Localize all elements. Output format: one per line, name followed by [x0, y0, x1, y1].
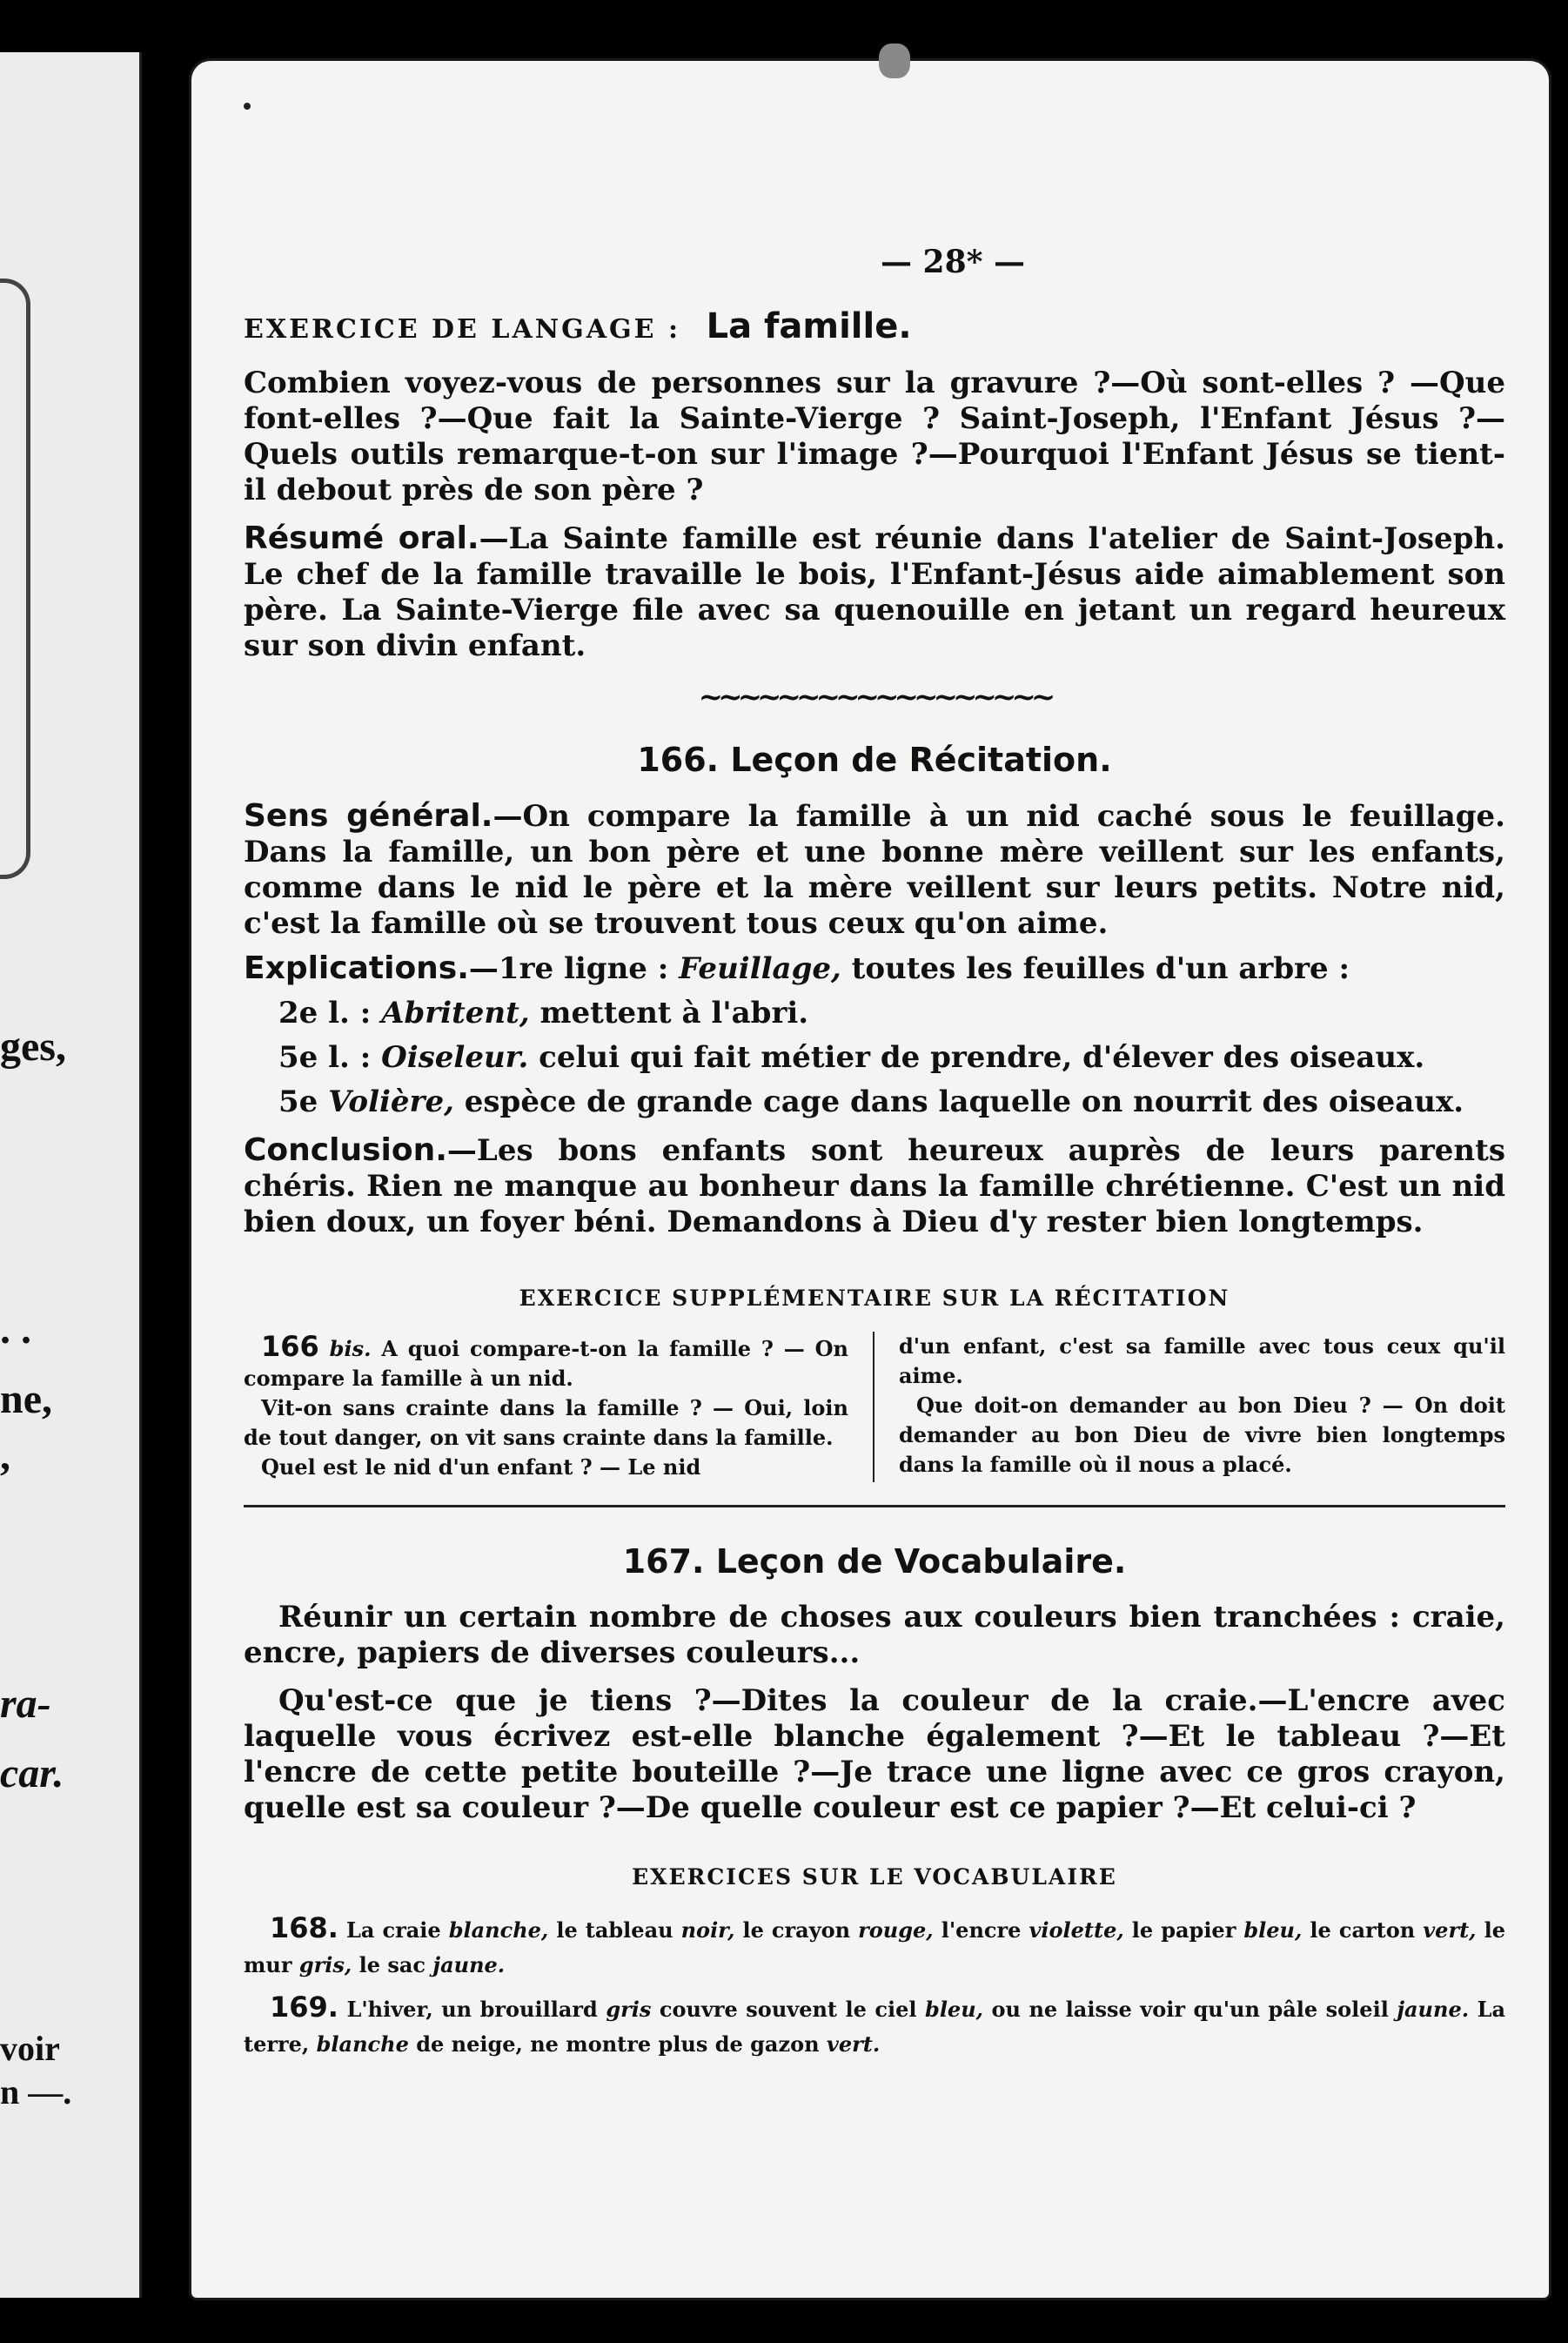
- page-number: — 28* —: [881, 244, 1025, 280]
- expl-text: espèce de grande cage dans laquelle on nourrit des oiseaux.: [453, 1084, 1464, 1119]
- left-fragment: ,: [0, 1433, 10, 1479]
- conclusion: [244, 1132, 1505, 1240]
- supplement-heading: EXERCICE SUPPLÉMENTAIRE SUR LA RÉCITATION: [519, 1286, 1230, 1311]
- vocab-intro: Réunir un certain nombre de choses aux couleurs bien tranchées : craie, encre, papiers de diverses couleurs...: [244, 1600, 1505, 1670]
- sens-text: —On compare la famille à un nid caché sous le feuillage. Dans la famille, un bon père et une bonne mère veillent sur les enfants, comme dans le nid le père et la mère veillent sur leurs petits. Notre nid, c'est la famille où se trouvent tous ceux qu'on aime.: [244, 799, 1506, 941]
- left-fragment: ges,: [0, 1024, 66, 1070]
- ornament-divider: ~~~~~~~~~~~~~~~~~~: [698, 680, 1051, 715]
- supplement-q2: Vit-on sans crainte dans la famille ? — Oui, loin de tout danger, on vit sans crainte dans la famille.: [244, 1395, 848, 1450]
- expl-text: mettent à l'abri.: [529, 996, 809, 1031]
- section-rule: [244, 1505, 1505, 1507]
- exercise-heading: [244, 306, 1505, 346]
- color-word: gris: [606, 1997, 652, 2022]
- sentence-text: le mur: [244, 1917, 1505, 1977]
- supplement-number: 166: [261, 1330, 319, 1363]
- exercise-title: La famille.: [706, 306, 912, 346]
- sentence-text: l'encre: [933, 1917, 1029, 1943]
- supplement-q3: Quel est le nid d'un enfant ? — Le nid: [261, 1454, 701, 1480]
- color-word: rouge,: [858, 1917, 934, 1943]
- supplement-bis: bis.: [318, 1336, 372, 1361]
- expl-text: celui qui fait métier de prendre, d'élever des oiseaux.: [528, 1040, 1425, 1075]
- expl-term: Abritent,: [381, 996, 530, 1031]
- supplement-right-column: [874, 1332, 1505, 1482]
- expl-term: Oiseleur.: [381, 1040, 529, 1075]
- lesson-167-title: 167. Leçon de Vocabulaire.: [622, 1542, 1127, 1581]
- color-word: noir,: [680, 1917, 735, 1943]
- left-fragment: ra-: [0, 1681, 51, 1727]
- vocab-exercises-heading: EXERCICES SUR LE VOCABULAIRE: [632, 1864, 1117, 1890]
- vocab-questions: Qu'est-ce que je tiens ?—Dites la couleur de la craie.—L'encre avec laquelle vous écrivez est-elle blanche également ?—Et le tableau ?—Et l'encre de cette petite bouteille ?—Je trace une ligne avec ce gros crayon, quelle est sa couleur ?—De quelle couleur est ce papier ?—Et celui-ci ?: [244, 1683, 1505, 1825]
- expl-prefix: 2e l. :: [278, 996, 382, 1031]
- sens-general: [244, 798, 1505, 942]
- exercise-169: [244, 1990, 1505, 2062]
- exercise-168: [244, 1910, 1505, 1983]
- color-word: blanche: [316, 2031, 409, 2057]
- color-word: jaune.: [1397, 1997, 1470, 2022]
- conclusion-text: —Les bons enfants sont heureux auprès de leurs parents chéris. Rien ne manque au bonheur dans la famille chrétienne. C'est un nid bien doux, un foyer béni. Demandons à Dieu d'y rester bien longtemps.: [244, 1133, 1505, 1239]
- conclusion-label: Conclusion.: [244, 1132, 447, 1168]
- left-page-edge: [0, 52, 142, 2298]
- exercise-168-number: 168.: [270, 1911, 338, 1944]
- exercise-169-number: 169.: [270, 1991, 338, 2024]
- supplement-columns: [244, 1332, 1505, 1482]
- resume-oral: [244, 520, 1505, 664]
- sentence-text: couvre souvent le ciel: [651, 1997, 926, 2022]
- color-word: vert.: [826, 2031, 881, 2057]
- sentence-text: de neige, ne montre plus de gazon: [408, 2031, 827, 2057]
- supplement-q4: Que doit-on demander au bon Dieu ? — On doit demander au bon Dieu de vivre bien longtemps dans la famille où il nous a placé.: [899, 1393, 1505, 1477]
- color-word: gris,: [298, 1952, 352, 1977]
- sentence-text: ou ne laisse voir qu'un pâle soleil: [983, 1997, 1397, 2022]
- color-word: blanche,: [448, 1917, 549, 1943]
- sens-label: Sens général.: [244, 798, 493, 834]
- ink-dot: [244, 103, 251, 110]
- expl-prefix: 5e: [278, 1084, 329, 1119]
- sentence-text: le papier: [1123, 1917, 1244, 1943]
- explication-3: [244, 1040, 1505, 1076]
- sentence-text: La craie: [338, 1917, 449, 1943]
- expl-term: Volière,: [328, 1084, 454, 1119]
- resume-text: —La Sainte famille est réunie dans l'atelier de Saint-Joseph. Le chef de la famille travaille le bois, l'Enfant-Jésus aide aimablement son père. La Sainte-Vierge file avec sa quenouille en jetant un regard heureux sur son divin enfant.: [244, 521, 1505, 663]
- sentence-text: le crayon: [734, 1917, 859, 1943]
- expl-prefix: —1re ligne :: [468, 951, 680, 986]
- book-page: [191, 61, 1549, 2298]
- explication-1: [244, 950, 1505, 987]
- exercise-label: EXERCICE DE LANGAGE :: [244, 314, 681, 345]
- lesson-166-title: 166. Leçon de Récitation.: [637, 741, 1112, 779]
- color-word: violette,: [1029, 1917, 1124, 1943]
- explication-2: [244, 996, 1505, 1031]
- resume-label: Résumé oral.: [244, 520, 479, 556]
- ink-blot: [879, 44, 910, 78]
- left-fragment: voir: [0, 2029, 60, 2068]
- left-page-illustration-frame: [0, 279, 30, 879]
- page-content: [244, 244, 1505, 2062]
- exercise-168-text: [244, 1917, 1505, 1977]
- expl-term: Feuillage,: [679, 951, 841, 986]
- left-fragment: n —.: [0, 2072, 72, 2111]
- sentence-text: La terre,: [244, 1997, 1506, 2057]
- color-word: bleu,: [925, 1997, 984, 2022]
- expl-text: toutes les feuilles d'un arbre :: [841, 951, 1350, 986]
- expl-prefix: 5e l. :: [278, 1040, 382, 1075]
- exercise-169-text: [244, 1997, 1505, 2057]
- supplement-text: A quoi compare-t-on la famille ? — On compare la famille à un nid.: [244, 1336, 849, 1391]
- color-word: vert,: [1423, 1917, 1477, 1943]
- sentence-text: L'hiver, un brouillard: [338, 1997, 606, 2022]
- sentence-text: le tableau: [548, 1917, 681, 1943]
- supplement-q3-cont: d'un enfant, c'est sa famille avec tous ceux qu'il aime.: [899, 1333, 1505, 1388]
- supplement-left-column: [244, 1332, 874, 1482]
- color-word: jaune.: [432, 1952, 506, 1977]
- sentence-text: le carton: [1302, 1917, 1424, 1943]
- explications-label: Explications.: [244, 950, 469, 986]
- explication-4: [244, 1084, 1505, 1120]
- supplement-q1: [244, 1332, 848, 1393]
- left-fragment: . .: [0, 1306, 31, 1353]
- sentence-text: le sac: [352, 1952, 433, 1977]
- left-fragment: ne,: [0, 1376, 52, 1422]
- color-word: bleu,: [1243, 1917, 1303, 1943]
- left-fragment: car.: [0, 1750, 64, 1796]
- exercise-questions: Combien voyez-vous de personnes sur la gravure ?—Où sont-elles ? —Que font-elles ?—Que fait la Sainte-Vierge ? Saint-Joseph, l'Enfant Jésus ?—Quels outils remarque-t-on sur l'image ?—Pourquoi l'Enfant Jésus se tient-il debout près de son père ?: [244, 366, 1505, 507]
